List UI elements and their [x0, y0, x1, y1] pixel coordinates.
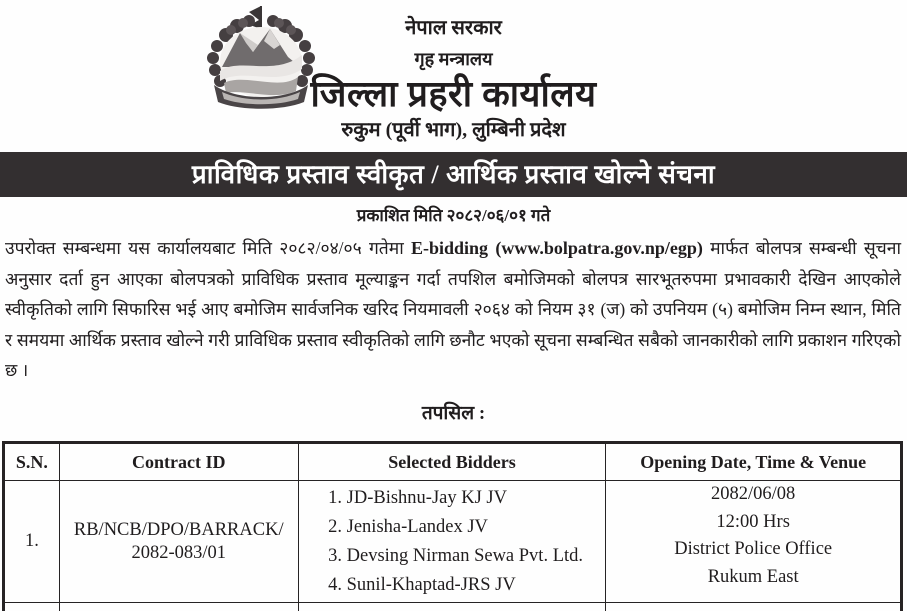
opening-date: 2082/06/08 [711, 484, 796, 504]
table-row [4, 481, 902, 603]
body-text-start: उपरोक्त सम्बन्धमा यस कार्यालयबाट मिति २०८२/०४/०५ गतेमा [5, 238, 411, 258]
notice-title-banner: प्राविधिक प्रस्ताव स्वीकृत / आर्थिक प्रस्ताव खोल्ने संचना [0, 152, 907, 197]
bidder-list [299, 485, 606, 598]
office-location: रुकुम (पूर्वी भाग), लुम्बिनी प्रदेश [341, 119, 566, 141]
col-header-opening: Opening Date, Time & Venue [606, 443, 902, 481]
empty-cell [4, 603, 60, 611]
opening-time: 12:00 Hrs [716, 511, 790, 532]
cell-contract-id [59, 481, 298, 603]
bidder-item: 1. JD-Bishnu-Jay KJ JV [347, 485, 606, 511]
table-header-row [4, 443, 902, 481]
body-text-end: मार्फत बोलपत्र सम्बन्धी सूचना अनुसार दर्ता हुन आएका बोलपत्रको प्राविधिक प्रस्ताव मूल्याङ्कन गर्दा तपशिल बमोजिमको बोलपत्र सारभूतरुपमा प्रभावकारी देखिन आएकोले स्वीकृतिको लागि सिफारिस भई आए बमोजिम सार्वजनिक खरिद नियमावली २०६४ को नियम ३१ (ज) को उपनियम (५) बमोजिम निम्न स्थान, मिति र समयमा आर्थिक प्रस्ताव खोल्ने गरी प्राविधिक प्रस्ताव स्वीकृतिको लागि छनौट भएको सूचना सम्बन्धित सबैको जानकारीको लागि प्रकाशन गरिएको छ । [5, 238, 902, 381]
opening-district: Rukum East [707, 566, 799, 587]
schedule-table [2, 441, 903, 611]
bidder-item: 4. Sunil-Khaptad-JRS JV [347, 572, 606, 598]
cell-opening-info [606, 481, 902, 603]
empty-cell [59, 603, 298, 611]
cell-serial-number: 1. [4, 481, 60, 603]
empty-cell [606, 603, 902, 611]
cell-selected-bidders [298, 481, 606, 603]
schedule-section-label: तपसिल : [421, 403, 486, 424]
contract-id-line2: 2082-083/01 [131, 542, 227, 563]
opening-venue: District Police Office [674, 539, 833, 559]
bidder-item: 2. Jenisha-Landex JV [347, 514, 606, 540]
table-row-partial [4, 603, 902, 611]
col-header-contract: Contract ID [59, 443, 298, 481]
empty-cell [298, 603, 606, 611]
office-title: जिल्ला प्रहरी कार्यालय [310, 74, 597, 114]
col-header-bidders: Selected Bidders [298, 443, 606, 481]
ebidding-portal-text: E-bidding (www.bolpatra.gov.np/egp) [410, 238, 703, 258]
col-header-sn: S.N. [4, 443, 60, 481]
published-date: प्रकाशित मिति २०८२/०६/०१ गते [356, 206, 551, 225]
ministry-name: गृह मन्त्रालय [414, 49, 493, 69]
government-name: नेपाल सरकार [405, 17, 502, 39]
bidder-item: 3. Devsing Nirman Sewa Pvt. Ltd. [347, 543, 606, 569]
contract-id-line1: RB/NCB/DPO/BARRACK/ [73, 519, 284, 540]
notice-body-paragraph [5, 233, 901, 386]
